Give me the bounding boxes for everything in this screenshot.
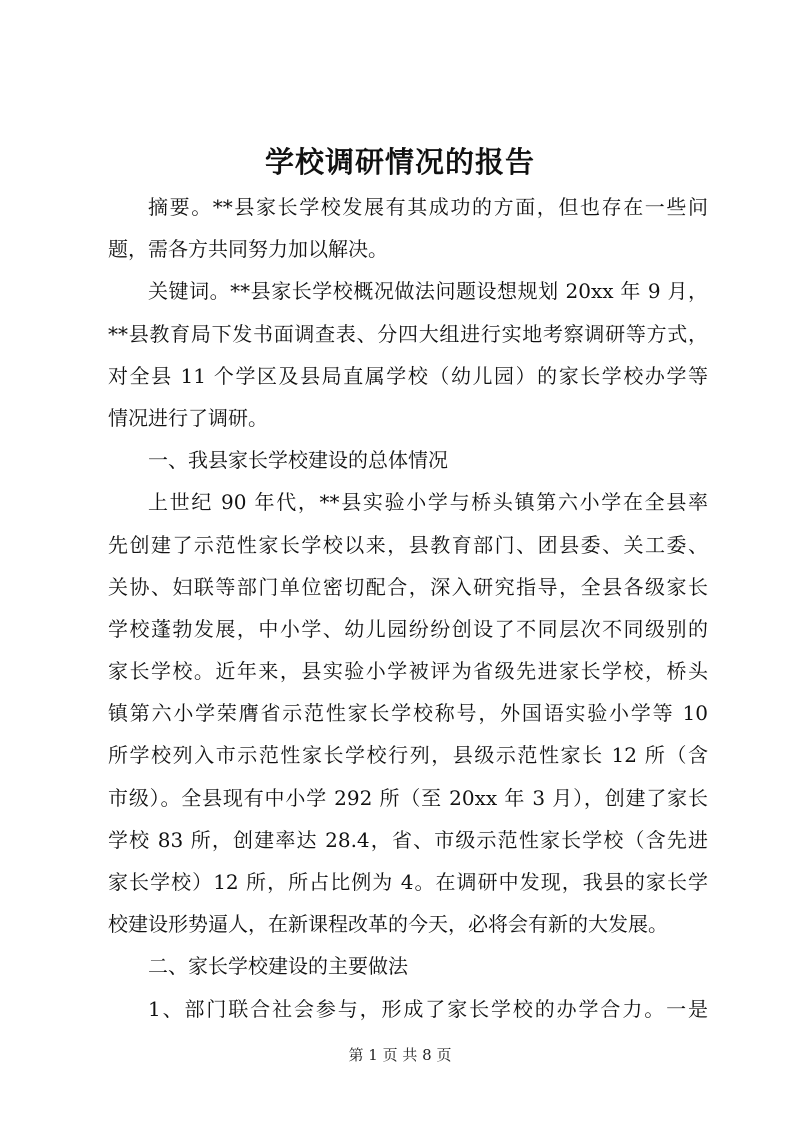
paragraph-line: 对全县 11 个学区及县局直属学校（幼儿园）的家长学校办学等 (108, 363, 708, 388)
paragraph-line: 所学校列入市示范性家长学校行列，县级示范性家长 12 所（含 (108, 743, 708, 768)
section-heading: 一、我县家长学校建设的总体情况 (148, 448, 448, 473)
paragraph-line: 市级）。全县现有中小学 292 所（至 20xx 年 3 月），创建了家长 (108, 785, 708, 810)
paragraph-line: 关协、妇联等部门单位密切配合，深入研究指导，全县各级家长 (108, 574, 708, 599)
paragraph-line: 学校 83 所，创建率达 28.4，省、市级示范性家长学校（含先进 (108, 827, 708, 852)
page-number-footer: 第 1 页 共 8 页 (348, 1046, 452, 1064)
paragraph-line: 镇第六小学荣膺省示范性家长学校称号，外国语实验小学等 10 (108, 701, 708, 726)
paragraph-line: 家长学校。近年来，县实验小学被评为省级先进家长学校，桥头 (108, 659, 708, 684)
paragraph-line: 家长学校）12 所，所占比例为 4。在调研中发现，我县的家长学 (108, 870, 708, 894)
document-body (108, 186, 708, 1030)
paragraph-line: 1、部门联合社会参与，形成了家长学校的办学合力。一是 (148, 996, 708, 1021)
paragraph-line: **县教育局下发书面调查表、分四大组进行实地考察调研等方式， (108, 321, 708, 346)
paragraph-line: 校建设形势逼人，在新课程改革的今天，必将会有新的大发展。 (108, 912, 668, 937)
paragraph-line: 关键词。**县家长学校概况做法问题设想规划 20xx 年 9 月， (148, 279, 708, 304)
document-title: 学校调研情况的报告 (264, 145, 535, 179)
paragraph-line: 上世纪 90 年代，**县实验小学与桥头镇第六小学在全县率 (148, 490, 708, 515)
paragraph-line: 学校蓬勃发展，中小学、幼儿园纷纷创设了不同层次不同级别的 (108, 616, 708, 641)
paragraph-line: 先创建了示范性家长学校以来，县教育部门、团县委、关工委、 (108, 532, 708, 557)
paragraph-line: 情况进行了调研。 (108, 405, 268, 430)
paragraph-line: 题，需各方共同努力加以解决。 (108, 237, 388, 262)
paragraph-line: 摘要。**县家长学校发展有其成功的方面，但也存在一些问 (148, 195, 708, 219)
section-heading: 二、家长学校建设的主要做法 (148, 954, 408, 979)
